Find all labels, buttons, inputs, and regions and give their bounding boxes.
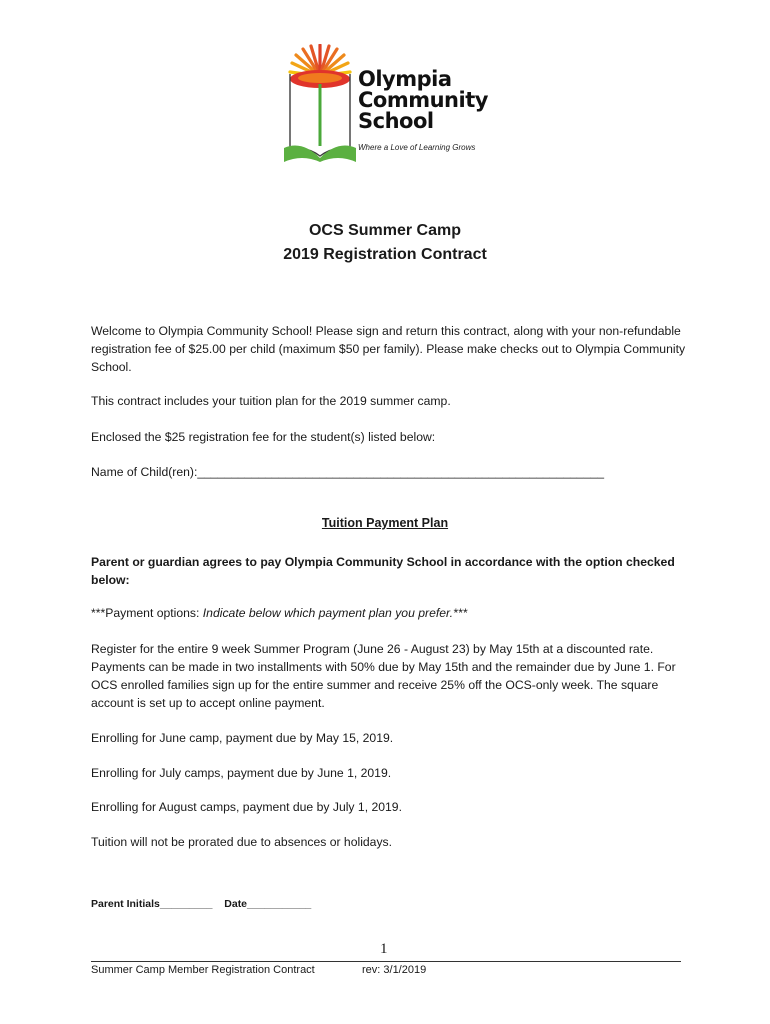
school-name-logo-text: Olympia Community School bbox=[358, 67, 488, 133]
tuition-plan-heading: Tuition Payment Plan bbox=[321, 516, 449, 530]
july-option: Enrolling for July camps, payment due by June 1, 2019. bbox=[91, 766, 392, 780]
payment-options-note bbox=[91, 604, 691, 622]
child-name-field[interactable] bbox=[91, 463, 691, 481]
child-name-label: Name of Child(ren): bbox=[91, 465, 198, 479]
school-tagline: Where a Love of Learning Grows bbox=[358, 143, 476, 152]
full-program-option: Register for the entire 9 week Summer Program (June 26 - August 23) by May 15th at a discounted rate. Payments can be made in two installments with 50% due by May 15th and the remainder due by June 1. For OCS enrolled families sign up for the entire summer and receive 25% off the OCS-only week. The square account is set up to accept online payment. bbox=[91, 642, 676, 710]
payment-options-prefix: ***Payment options: bbox=[91, 606, 203, 620]
date-field[interactable]: Date___________ bbox=[224, 898, 312, 910]
enclosed-fee-note: Enclosed the $25 registration fee for the student(s) listed below: bbox=[91, 430, 436, 444]
parent-initials-field[interactable]: Parent Initials_________ bbox=[91, 898, 213, 910]
document-title: OCS Summer Camp bbox=[308, 222, 462, 239]
proration-note: Tuition will not be prorated due to absences or holidays. bbox=[91, 835, 393, 849]
august-option: Enrolling for August camps, payment due by July 1, 2019. bbox=[91, 800, 402, 814]
signoff-line bbox=[91, 898, 311, 910]
welcome-paragraph: Welcome to Olympia Community School! Please sign and return this contract, along with your non-refundable registration fee of $25.00 per child (maximum $50 per family). Please make checks out to Olympia Community School. bbox=[91, 324, 686, 374]
child-name-blank[interactable]: ____________________________________________________________ bbox=[197, 465, 605, 479]
june-option: Enrolling for June camp, payment due by May 15, 2019. bbox=[91, 731, 394, 745]
footer-revision: rev: 3/1/2019 bbox=[362, 964, 427, 976]
guardian-agreement: Parent or guardian agrees to pay Olympia Community School in accordance with the option checked below: bbox=[91, 555, 675, 587]
document-subtitle: 2019 Registration Contract bbox=[283, 246, 487, 263]
page-number: 1 bbox=[380, 941, 388, 957]
school-logo bbox=[282, 44, 492, 164]
footer-divider bbox=[91, 961, 681, 962]
contract-note: This contract includes your tuition plan for the 2019 summer camp. bbox=[91, 394, 451, 408]
footer-document-name: Summer Camp Member Registration Contract bbox=[91, 964, 315, 976]
payment-options-instruction: Indicate below which payment plan you prefer.*** bbox=[202, 606, 468, 620]
